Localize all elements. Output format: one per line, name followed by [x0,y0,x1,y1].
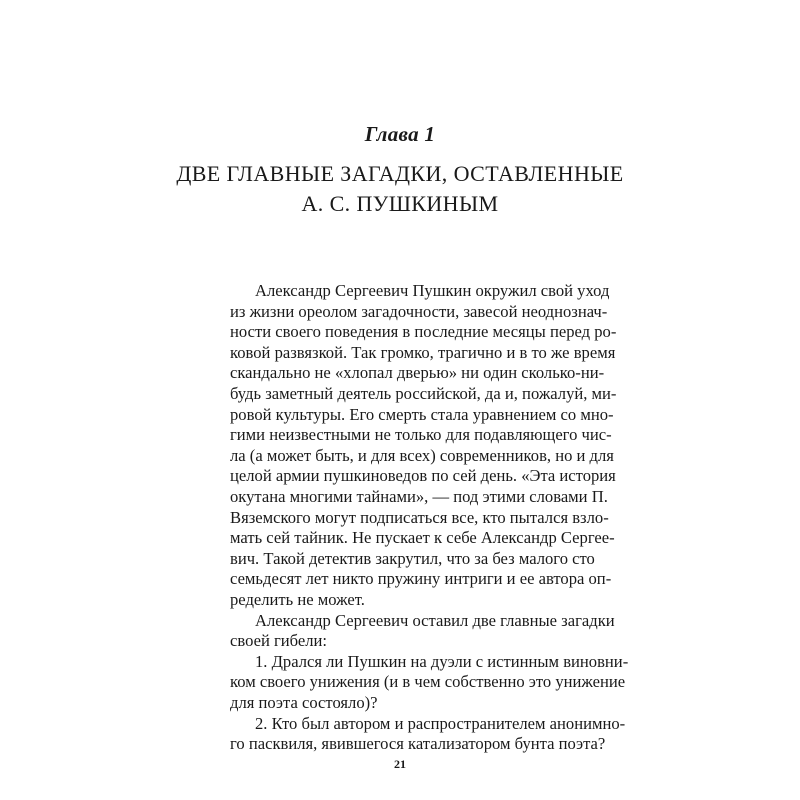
text-line: вич. Такой детектив закрутил, что за без малого сто [230,548,595,568]
text-line: целой армии пушкиноведов по сей день. «Эта история [230,466,616,486]
text-line: ределить не может. [230,590,365,609]
text-line: скандально не «хлопал дверью» ни один сколько-ни- [230,363,605,383]
text-line: семьдесят лет никто пружину интриги и ее автора оп- [230,569,612,589]
text-line: ла (а может быть, и для всех) современников, но и для [230,445,614,465]
text-line: ровой культуры. Его смерть стала уравнением со мно- [230,404,614,424]
chapter-label: Глава 1 [364,122,436,146]
text-line: Вяземского могут подписаться все, кто пытался взло- [230,507,609,527]
text-line: ковой развязкой. Так громко, трагично и в то же время [230,342,616,362]
text-line: из жизни ореолом загадочности, завесой неоднознач- [230,301,608,321]
text-line: го пасквиля, явившегося катализатором бунта поэта? [230,734,606,754]
text-line: окутана многими тайнами», — под этими словами П. [230,487,608,506]
text-line: будь заметный деятель российской, да и, пожалуй, ми- [230,384,617,403]
text-line: для поэта состояло)? [230,693,378,712]
page-number: 21 [394,757,406,771]
text-line: Александр Сергеевич Пушкин окружил свой уход [255,281,610,300]
text-line: 1. Дрался ли Пушкин на дуэли с истинным виновни- [255,651,629,671]
chapter-title-line-1: ДВЕ ГЛАВНЫЕ ЗАГАДКИ, ОСТАВЛЕННЫЕ [176,161,624,186]
text-line: гими неизвестными не только для подавляющего чис- [230,425,612,445]
chapter-title-line-2: А. С. ПУШКИНЫМ [301,191,499,216]
text-line: Александр Сергеевич оставил две главные загадки [255,610,615,630]
text-line: своей гибели: [230,631,328,651]
text-line: ности своего поведения в последние месяцы перед ро- [230,322,617,342]
text-line: мать сей тайник. Не пускает к себе Александр Сергее- [230,528,615,548]
text-line: ком своего унижения (и в чем собственно это унижение [230,672,626,692]
text-line: 2. Кто был автором и распространителем анонимно- [255,713,626,733]
